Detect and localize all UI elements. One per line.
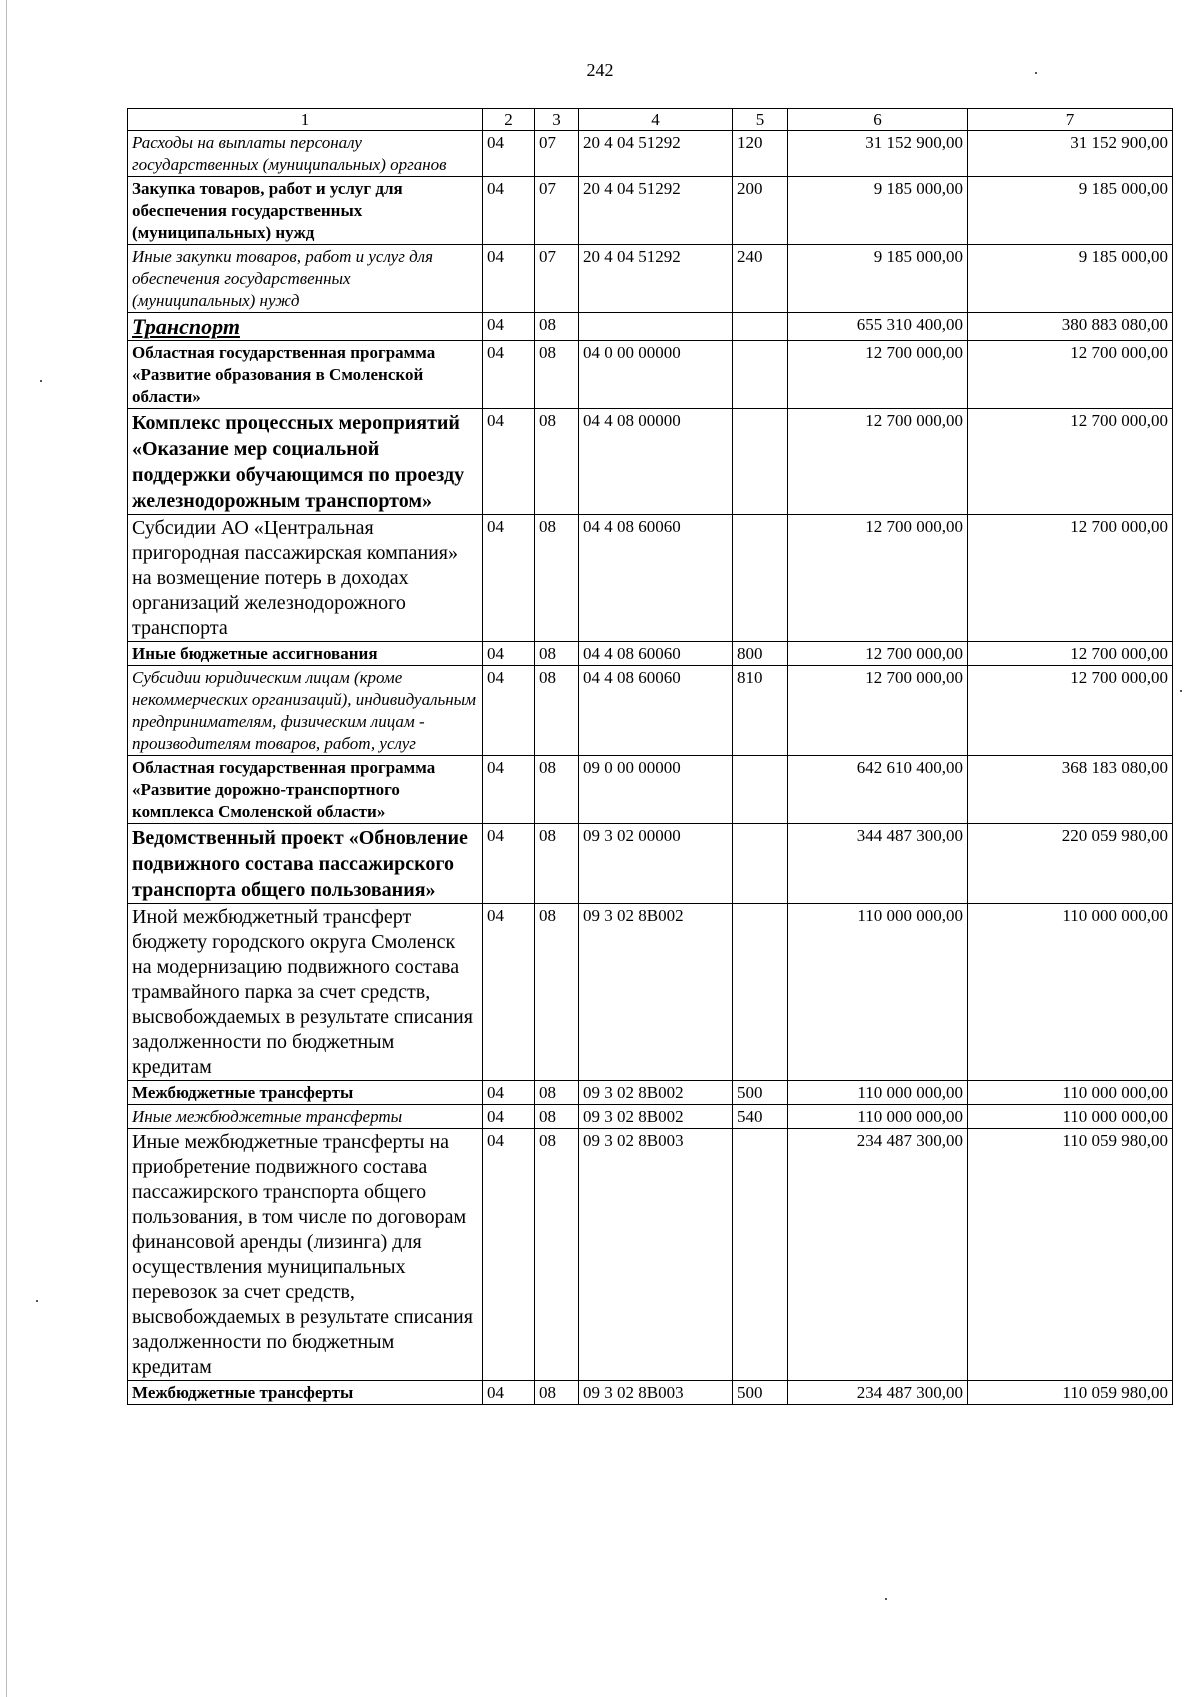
row-expense-type-cell [733, 904, 788, 1081]
scan-speck [885, 1598, 887, 1600]
row-name-cell: Областная государственная программа «Развитие образования в Смоленской области» [128, 341, 483, 409]
row-expense-type-cell [733, 1129, 788, 1381]
row-section-cell: 04 [483, 341, 535, 409]
table-row [128, 131, 1173, 177]
row-target-article-cell: 09 3 02 8В003 [579, 1129, 733, 1381]
scan-speck [36, 1300, 38, 1302]
row-section-cell: 04 [483, 515, 535, 642]
row-target-article-cell: 09 0 00 00000 [579, 756, 733, 824]
row-amount-1-cell: 12 700 000,00 [788, 409, 968, 515]
row-name-cell: Ведомственный проект «Обновление подвижного состава пассажирского транспорта общего пользования» [128, 824, 483, 904]
row-amount-1-cell: 110 000 000,00 [788, 1105, 968, 1129]
row-target-article-cell: 09 3 02 8В002 [579, 904, 733, 1081]
row-target-article-cell: 09 3 02 8В002 [579, 1105, 733, 1129]
row-expense-type-cell [733, 824, 788, 904]
row-target-article-cell: 20 4 04 51292 [579, 177, 733, 245]
scan-speck [1180, 690, 1182, 692]
row-amount-1-cell: 110 000 000,00 [788, 1081, 968, 1105]
budget-table [127, 108, 1173, 1405]
row-amount-2-cell: 12 700 000,00 [968, 341, 1173, 409]
row-amount-2-cell: 220 059 980,00 [968, 824, 1173, 904]
row-amount-1-cell: 12 700 000,00 [788, 515, 968, 642]
row-expense-type-cell: 500 [733, 1081, 788, 1105]
row-section-cell: 04 [483, 756, 535, 824]
row-target-article-cell: 20 4 04 51292 [579, 245, 733, 313]
row-amount-1-cell: 234 487 300,00 [788, 1129, 968, 1381]
table-row [128, 666, 1173, 756]
row-target-article-cell: 20 4 04 51292 [579, 131, 733, 177]
row-section-cell: 04 [483, 666, 535, 756]
row-name-cell: Закупка товаров, работ и услуг для обеспечения государственных (муниципальных) нужд [128, 177, 483, 245]
row-expense-type-cell: 540 [733, 1105, 788, 1129]
header-cell: 6 [788, 109, 968, 131]
row-expense-type-cell [733, 341, 788, 409]
row-expense-type-cell [733, 756, 788, 824]
row-amount-1-cell: 9 185 000,00 [788, 245, 968, 313]
row-amount-1-cell: 110 000 000,00 [788, 904, 968, 1081]
scan-speck [40, 380, 42, 382]
row-subsection-cell: 08 [535, 666, 579, 756]
row-expense-type-cell [733, 313, 788, 341]
table-row [128, 1381, 1173, 1405]
header-cell: 2 [483, 109, 535, 131]
row-subsection-cell: 08 [535, 756, 579, 824]
table-row [128, 409, 1173, 515]
row-section-cell: 04 [483, 313, 535, 341]
row-expense-type-cell: 800 [733, 642, 788, 666]
scan-speck [1035, 72, 1037, 74]
row-amount-1-cell: 234 487 300,00 [788, 1381, 968, 1405]
table-row [128, 904, 1173, 1081]
row-subsection-cell: 08 [535, 824, 579, 904]
row-amount-1-cell: 12 700 000,00 [788, 666, 968, 756]
table-row [128, 245, 1173, 313]
row-target-article-cell [579, 313, 733, 341]
row-expense-type-cell: 200 [733, 177, 788, 245]
row-section-cell: 04 [483, 1129, 535, 1381]
row-subsection-cell: 08 [535, 642, 579, 666]
row-target-article-cell: 09 3 02 00000 [579, 824, 733, 904]
row-subsection-cell: 08 [535, 904, 579, 1081]
row-section-cell: 04 [483, 245, 535, 313]
page-number: 242 [586, 60, 614, 80]
row-name-cell: Иные закупки товаров, работ и услуг для обеспечения государственных (муниципальных) нужд [128, 245, 483, 313]
row-amount-2-cell: 110 059 980,00 [968, 1381, 1173, 1405]
row-name-cell: Комплекс процессных мероприятий «Оказание мер социальной поддержки обучающимся по проезду железнодорожным транспортом» [128, 409, 483, 515]
row-target-article-cell: 04 4 08 00000 [579, 409, 733, 515]
row-amount-2-cell: 31 152 900,00 [968, 131, 1173, 177]
row-subsection-cell: 08 [535, 341, 579, 409]
row-amount-2-cell: 12 700 000,00 [968, 666, 1173, 756]
row-name-cell: Межбюджетные трансферты [128, 1381, 483, 1405]
row-amount-2-cell: 110 000 000,00 [968, 1105, 1173, 1129]
row-name-cell: Субсидии юридическим лицам (кроме некоммерческих организаций), индивидуальным предпринимателям, физическим лицам - производителям товаров, работ, услуг [128, 666, 483, 756]
row-subsection-cell: 07 [535, 177, 579, 245]
row-amount-1-cell: 9 185 000,00 [788, 177, 968, 245]
table-row [128, 341, 1173, 409]
row-section-cell: 04 [483, 131, 535, 177]
row-subsection-cell: 08 [535, 1081, 579, 1105]
row-expense-type-cell: 810 [733, 666, 788, 756]
header-cell: 3 [535, 109, 579, 131]
header-cell: 4 [579, 109, 733, 131]
table-row [128, 756, 1173, 824]
row-name-cell: Транспорт [128, 313, 483, 341]
row-expense-type-cell [733, 409, 788, 515]
row-target-article-cell: 04 4 08 60060 [579, 515, 733, 642]
row-section-cell: 04 [483, 642, 535, 666]
row-amount-2-cell: 12 700 000,00 [968, 515, 1173, 642]
row-name-cell: Иной межбюджетный трансферт бюджету городского округа Смоленск на модернизацию подвижного состава трамвайного парка за счет средств, высвобождаемых в результате списания задолженности по бюджетным кредитам [128, 904, 483, 1081]
row-subsection-cell: 08 [535, 1105, 579, 1129]
row-amount-2-cell: 9 185 000,00 [968, 245, 1173, 313]
row-amount-2-cell: 110 000 000,00 [968, 1081, 1173, 1105]
header-cell: 1 [128, 109, 483, 131]
table-row [128, 642, 1173, 666]
row-expense-type-cell: 240 [733, 245, 788, 313]
row-section-cell: 04 [483, 177, 535, 245]
table-row [128, 515, 1173, 642]
row-subsection-cell: 08 [535, 515, 579, 642]
row-target-article-cell: 04 4 08 60060 [579, 642, 733, 666]
header-cell: 7 [968, 109, 1173, 131]
row-name-cell: Межбюджетные трансферты [128, 1081, 483, 1105]
row-subsection-cell: 08 [535, 1129, 579, 1381]
row-name-cell: Иные межбюджетные трансферты на приобретение подвижного состава пассажирского транспорта общего пользования, в том числе по договорам финансовой аренды (лизинга) для осуществления муниципальных перевозок за счет средств, высвобождаемых в результате списания задолженности по бюджетным кредитам [128, 1129, 483, 1381]
row-amount-1-cell: 12 700 000,00 [788, 341, 968, 409]
table-row [128, 313, 1173, 341]
row-amount-2-cell: 110 059 980,00 [968, 1129, 1173, 1381]
row-target-article-cell: 04 4 08 60060 [579, 666, 733, 756]
table-body [128, 131, 1173, 1405]
table-row [128, 1081, 1173, 1105]
row-section-cell: 04 [483, 1381, 535, 1405]
row-section-cell: 04 [483, 409, 535, 515]
row-section-cell: 04 [483, 1105, 535, 1129]
row-section-cell: 04 [483, 1081, 535, 1105]
row-subsection-cell: 08 [535, 1381, 579, 1405]
row-name-cell: Иные бюджетные ассигнования [128, 642, 483, 666]
row-amount-2-cell: 368 183 080,00 [968, 756, 1173, 824]
row-amount-1-cell: 31 152 900,00 [788, 131, 968, 177]
row-name-cell: Расходы на выплаты персоналу государственных (муниципальных) органов [128, 131, 483, 177]
row-name-cell: Иные межбюджетные трансферты [128, 1105, 483, 1129]
table-row [128, 824, 1173, 904]
row-subsection-cell: 07 [535, 245, 579, 313]
table-row [128, 177, 1173, 245]
row-target-article-cell: 09 3 02 8В002 [579, 1081, 733, 1105]
row-subsection-cell: 08 [535, 313, 579, 341]
row-amount-2-cell: 12 700 000,00 [968, 642, 1173, 666]
row-amount-2-cell: 380 883 080,00 [968, 313, 1173, 341]
row-name-cell: Субсидии АО «Центральная пригородная пассажирская компания» на возмещение потерь в доходах организаций железнодорожного транспорта [128, 515, 483, 642]
row-section-cell: 04 [483, 904, 535, 1081]
row-subsection-cell: 08 [535, 409, 579, 515]
row-name-cell: Областная государственная программа «Развитие дорожно-транспортного комплекса Смоленской области» [128, 756, 483, 824]
row-target-article-cell: 09 3 02 8В003 [579, 1381, 733, 1405]
header-cell: 5 [733, 109, 788, 131]
row-section-cell: 04 [483, 824, 535, 904]
row-amount-2-cell: 12 700 000,00 [968, 409, 1173, 515]
row-expense-type-cell: 500 [733, 1381, 788, 1405]
table-row [128, 1105, 1173, 1129]
table-row [128, 1129, 1173, 1381]
row-expense-type-cell: 120 [733, 131, 788, 177]
row-expense-type-cell [733, 515, 788, 642]
row-target-article-cell: 04 0 00 00000 [579, 341, 733, 409]
table-header-row [128, 109, 1173, 131]
row-amount-1-cell: 12 700 000,00 [788, 642, 968, 666]
row-amount-2-cell: 9 185 000,00 [968, 177, 1173, 245]
row-amount-2-cell: 110 000 000,00 [968, 904, 1173, 1081]
row-subsection-cell: 07 [535, 131, 579, 177]
row-amount-1-cell: 642 610 400,00 [788, 756, 968, 824]
row-amount-1-cell: 655 310 400,00 [788, 313, 968, 341]
scan-edge-line [6, 0, 7, 1697]
row-amount-1-cell: 344 487 300,00 [788, 824, 968, 904]
